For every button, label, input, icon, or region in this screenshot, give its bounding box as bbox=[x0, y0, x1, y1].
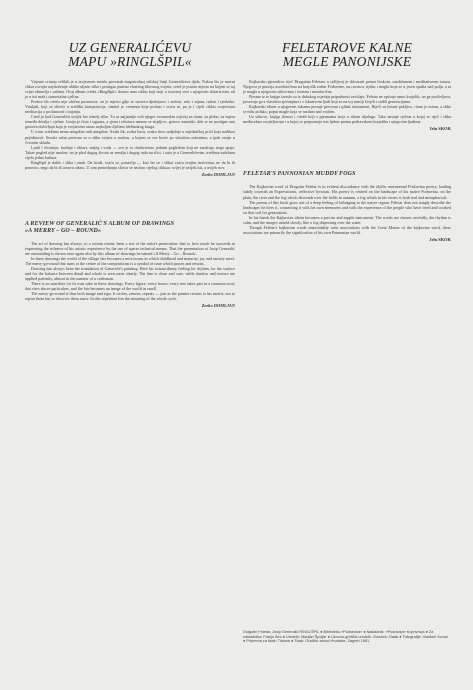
paragraph: The art of drawing has always, to a certain extent, been a test of the artist's penetration; that is, how much he succeeds in expressing the richness of his artistic experience by the use of sparse technical means. That the presentation of Josip Generalić are outstanding is shown once again also by this album of drawings he named »A Merry – Go – Round«. bbox=[25, 240, 235, 256]
left-en-title-line1: A REVIEW OF GENERALIĆ'S ALBUM OF DRAWINGS bbox=[25, 220, 175, 227]
left-signature: Zorko DOMLJAN bbox=[201, 171, 235, 177]
paragraph: Kajkavsko pjesništvo riječ Dragutina Feletara u vidljivoj je sklonosti prema lirskom, suzdržanom i meditativnom izrazu. Njegova je poezija usredotočena na krajolik rodne Podravine, na ravnicu, rijeku i maglu koja se u jesen spušta nad polja, a ta je magla u njegovim stihovima i stvarna i metaforična. bbox=[243, 79, 451, 95]
paragraph: Prostor tih crteža nije obična pozornica; on je mjesto gdje se susreću djetinjstvo i zrelost, selo i sajam, radost i tjeskoba. Vrtuljak, koji se okreće u središtu kompozicija, simbol je vremena koje prolazi i vraća se, pa je i cijeli ciklus svojevrsna meditacija o prolaznosti i trajanju. bbox=[25, 99, 235, 115]
paragraph: Ringlšpil je dakle i slika i znak. On kruži, vraća se, ponavlja — kao što se i slikar vraća svojim motivima, ne da bi ih ponovio, nego da bi ih iznova otkrio. U tom ponavljanju skriva se smisao cijelog ciklusa: svijet je uvijek isti, a uvijek nov. bbox=[25, 159, 235, 170]
paragraph: The merry-go-round is thus both image and sign. It circles, returns, repeats — just as the painter returns to his motifs, not to repeat them but to discover them anew. In this repetition lies the meaning of the whole cycle. bbox=[25, 291, 235, 302]
paragraph: The poems of this book grow out of a deep feeling of belonging to the native region. Feletar does not simply describe the landscape; he lives it, connecting it with his own memories and with the experience of the people who have lived and worked on that soil for generations. bbox=[243, 199, 451, 215]
right-column bbox=[243, 0, 451, 242]
paragraph: The Kajkavian word of Dragutin Feletar is in evident discordance with the idyllic sentimental Podravina poetry, loading subtly towards an Expressionist, reflective lyricism. His poetry is centred on the landscape of his native Podravina, on the plain, the river and the fog which descends over the fields in autumn, a fog which in his verses is both real and metaphorical. bbox=[243, 184, 451, 200]
paragraph: In these drawings the world of the village fair becomes a microcosm in which childhood and maturity, joy and anxiety meet. The merry-go-round that turns at the centre of the compositions is a symbol of time which passes and returns. bbox=[25, 255, 235, 267]
left-en-title-line2: »A MERRY – GO – ROUND« bbox=[25, 227, 102, 234]
paragraph: There is no anecdote for its own sake in these drawings. Every figure, every house, every tree takes part in a common story that rises above particulars, and the fair becomes an image of the world in small. bbox=[25, 281, 235, 292]
right-en-title: FELETAR'S PANNONIAN MUDDY FOGS bbox=[243, 171, 356, 178]
paragraph: Ljudi i životinje, krošnje i oblaci, snijeg i voda — sve je to obuhvaćeno jednim pogledom koji ne razdvaja, nego spaja. Takav pogled nije naučen; on je plod dugog života uz zemlju i dugog rada na slici, i zato je u Generalićevim crtežima sadržana cijela jedna kultura. bbox=[25, 144, 235, 160]
right-en-signature: Jelu SKOK bbox=[429, 236, 451, 242]
paragraph: Kajkavski idiom u njegovim rukama postaje precizan i gibak instrument. Riječi su birane pažljivo, ritam je miran, a slike se nižu polako, poput magle koja se razilazi nad vodom. bbox=[243, 104, 451, 115]
right-title bbox=[243, 41, 451, 69]
left-en-body bbox=[25, 241, 235, 302]
paragraph: Vrijeme crtanja velikih je u izvjesnom smislu povratak magistralnoj stilskoj liniji Generalićeva djela. Nakon što je naivni slikar osvojio najsloženije oblike uljene slike i postigao puninu vlastitog likovnog svijeta, crtež je postao mjesto na kojem se taj svijet obnavlja i sažima. Ovaj album crteža »Ringlšpil« donosi nam ciklus koji stoji u izravnoj vezi s njegovim slikarstvom, ali je u isti mah i samostalna cjelina. bbox=[25, 79, 235, 100]
paragraph: Drawing has always been the foundation of Generalić's painting. Here his extraordinary feeling for rhythm, for the surface and for the balance between detail and whole is seen most clearly. The line is clean and sure, while shadow and texture are applied patiently, almost in the manner of a craftsman. bbox=[25, 266, 235, 282]
left-title bbox=[25, 41, 235, 69]
right-body bbox=[243, 79, 451, 124]
paragraph: Pjesme iz te knjige izrasle su iz dubokog osjećaja pripadnosti zavičaju. Feletar ne opisuje samo krajolik; on ga proživljava, povezuje ga s vlastitim sjećanjima i s iskustvom ljudi koji su na toj zemlji živjeli i radili generacijama. bbox=[243, 94, 451, 105]
publication-credits: Dragutin Feletar, Josip Generalić RINGLŠPIL ● Biblioteka »Podravina« ● Nakladnik: »Podravka« Koprivnica ● Za nakladnika: Franjo Bec ● Urednik: Marijan Špoljar ● Likovno-grafički urednik: Zvonimir Zlatar ● Fotografije: Vladimir Kovač ● Priprema za tisak: Tiskara ● Tisak: Grafički zavod Hrvatske, Zagreb 1981. bbox=[243, 630, 449, 644]
left-title-line1: UZ GENERALIĆEVU bbox=[68, 40, 192, 55]
right-title-line2: MEGLE PANONIJSKE bbox=[282, 54, 412, 69]
right-signature: Jelu SKOK bbox=[429, 126, 451, 132]
right-en-body bbox=[243, 184, 451, 234]
right-title-line1: FELETAROVE KALNE bbox=[281, 40, 413, 55]
left-column bbox=[25, 0, 235, 308]
left-en-title bbox=[25, 221, 235, 235]
paragraph: Though Feletar's kajkavian words unavoidably raise associations with the Great Master of the kajkavian word, these associations are primarily the signification of his own Pannonian world. bbox=[243, 224, 451, 235]
paragraph: Uz stihove, knjiga donosi i crteže koji s pjesmama stoje u tihom dijalogu. Tako nastaje cjelina u kojoj se riječ i slika međusobno osvjetljavaju i u kojoj se prepoznaje ista ljubav prema podravskom krajoliku i njegovim ljudima. bbox=[243, 114, 451, 125]
left-body bbox=[25, 79, 235, 170]
left-title-line2: MAPU »RINGLŠPIL« bbox=[68, 54, 192, 69]
paragraph: U ovim crtežima nema anegdote radi anegdote. Svaki lik, svaka kuća, svako drvo sudjeluje u zajedničkoj priči koja nadilazi pojedinosti. Seoski vašar pretvara se u sliku svijeta u malom, u kojem se sve kreće po vlastitim zakonima, a ipak ostaje u čvrstom skladu. bbox=[25, 129, 235, 145]
paragraph: In his hands the Kajkavian idiom becomes a precise and supple instrument. The words are chosen carefully, the rhythm is calm, and the images unfold slowly, like a fog dispersing over the water. bbox=[243, 214, 451, 225]
left-en-signature: Zorko DOMLJAN bbox=[201, 303, 235, 309]
paragraph: Crtež je kod Generalića uvijek bio temelj slike. Tu se najjasnije vidi njegov izvanredan osjećaj za ritam, za plohu, za mjeru između detalja i cjeline. Linija je čista i sigurna, a sjena i tekstura nanose se strpljivo, gotovo zanatski, dok se ne postigne ona gustoća doživljaja koja je svojstvena samo najboljim djelima hlebinskog kruga. bbox=[25, 114, 235, 130]
